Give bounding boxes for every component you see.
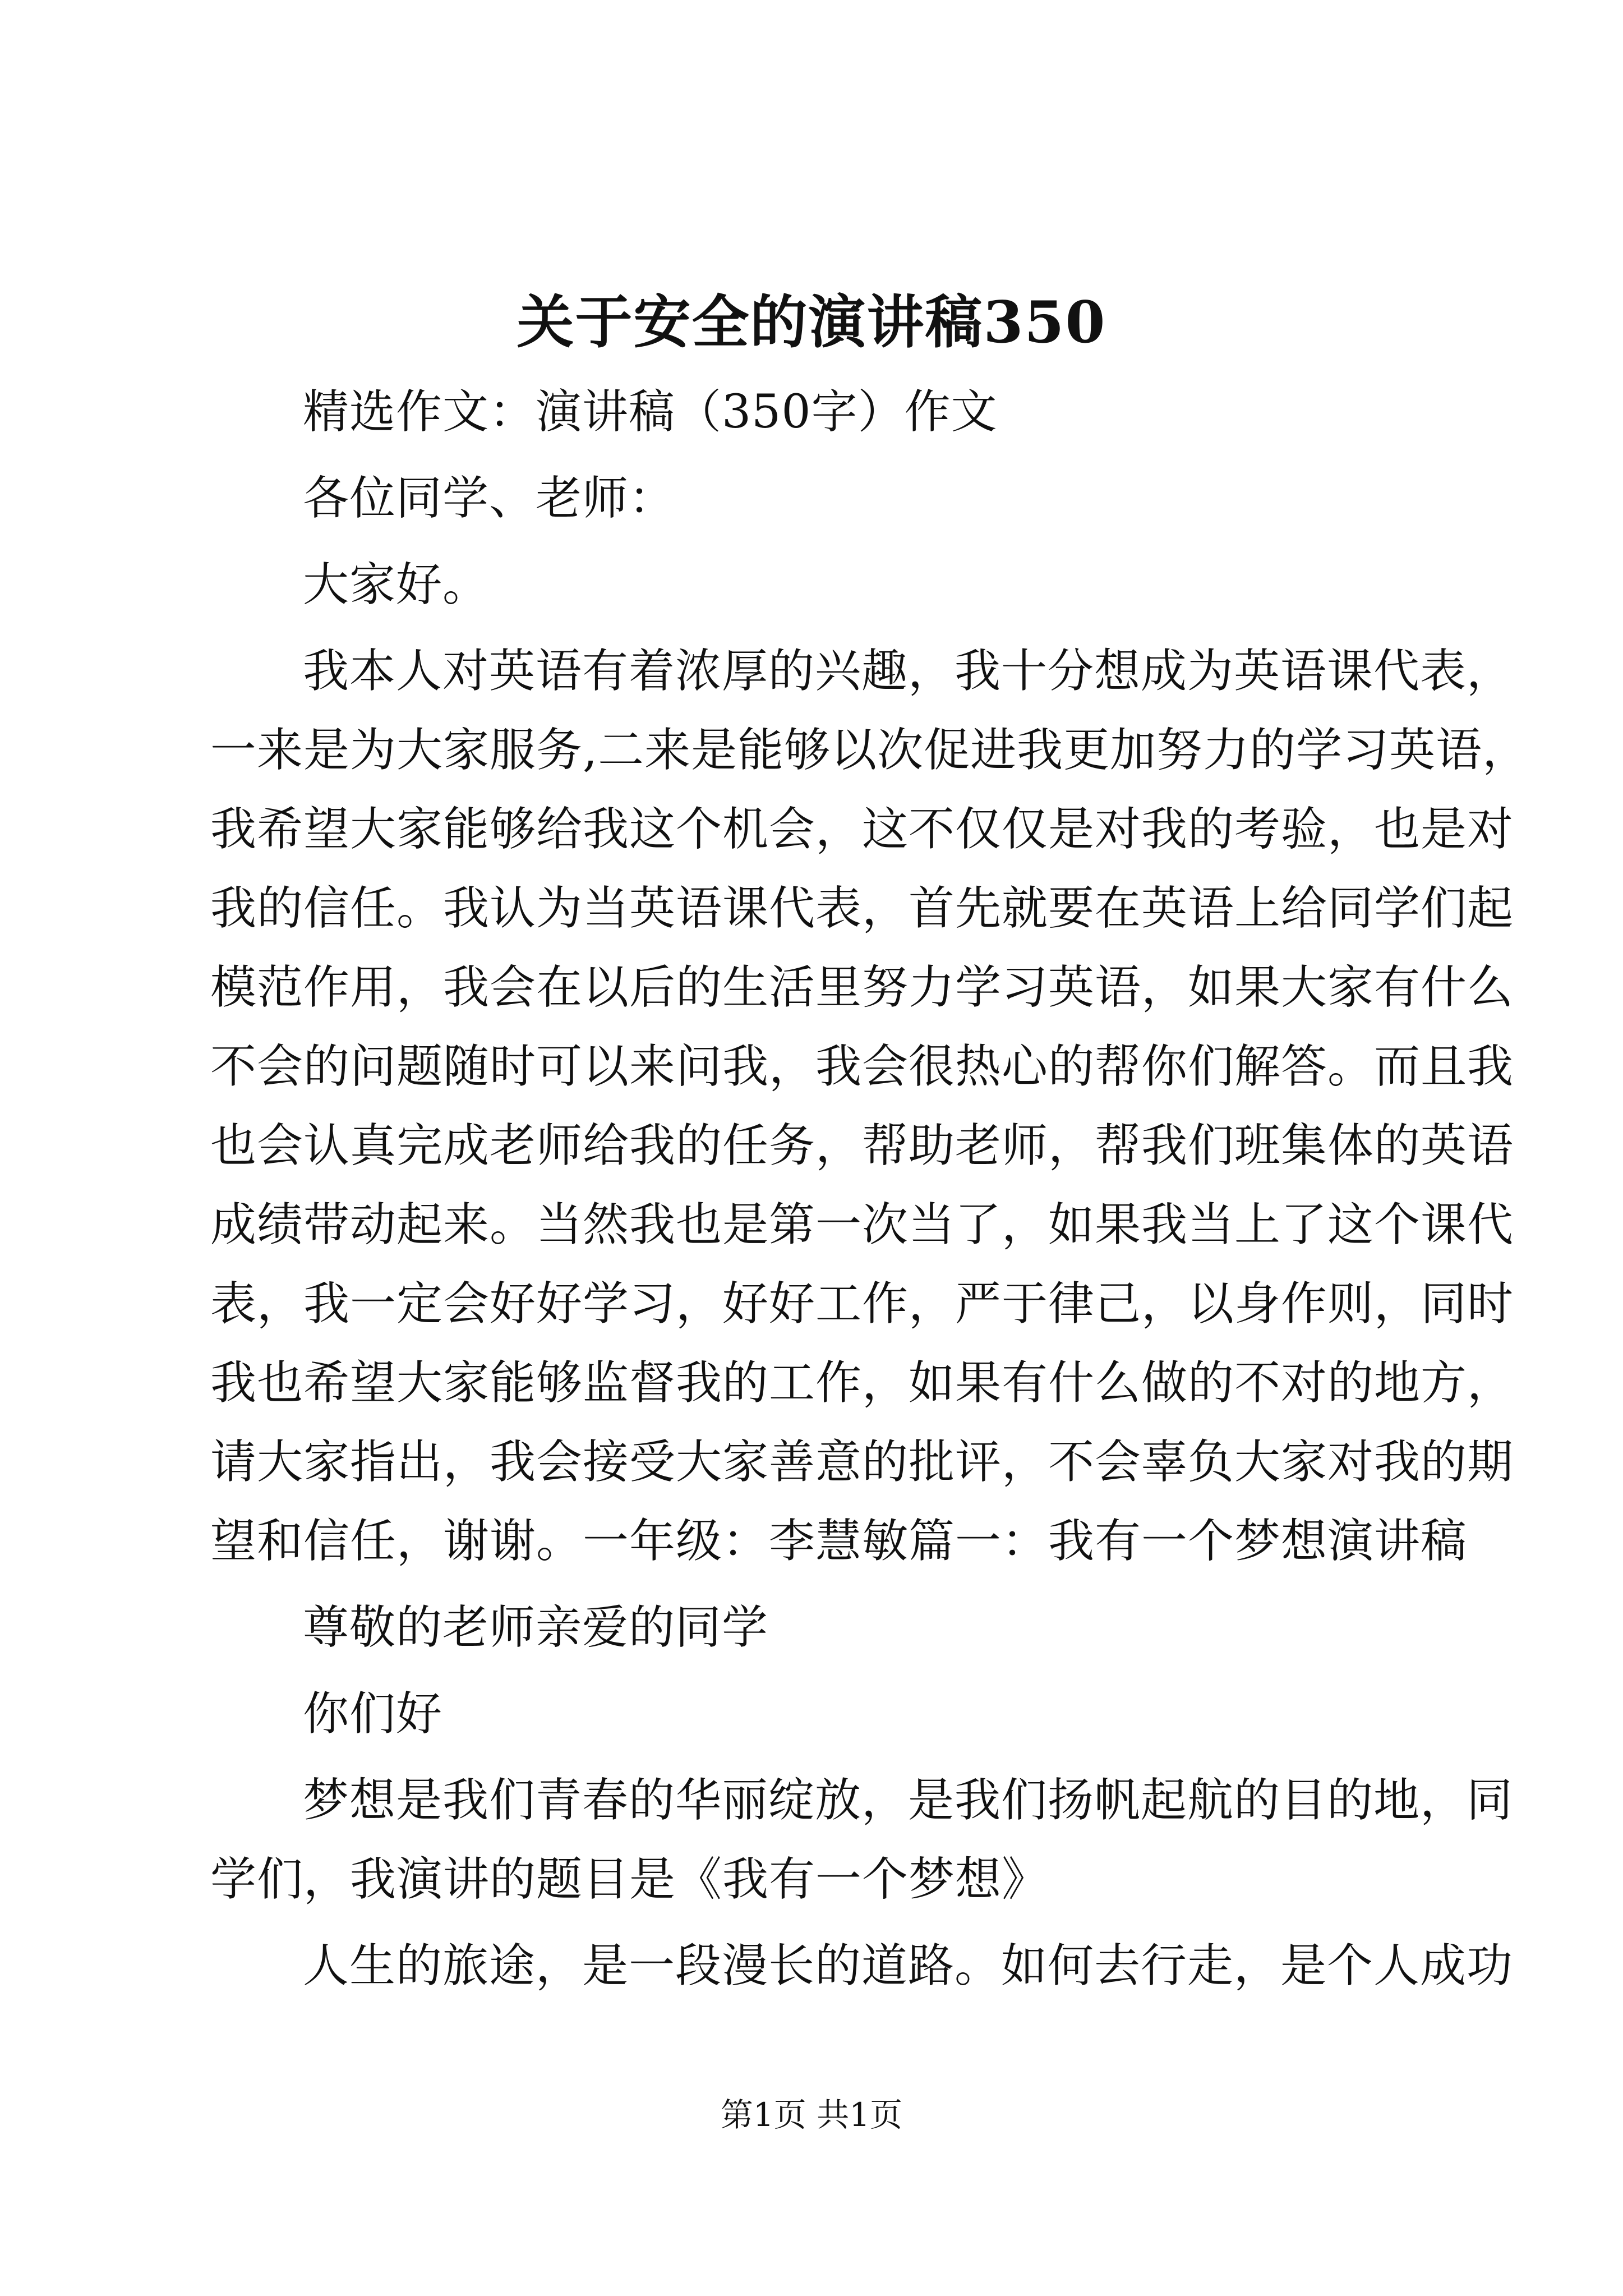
paragraph-line: 表，我一定会好好学习，好好工作，严于律己，以身作则，同时	[210, 1277, 1514, 1331]
paragraph-line: 你们好	[303, 1687, 443, 1741]
paragraph-line: 不会的问题随时可以来问我，我会很热心的帮你们解答。而且我	[210, 1040, 1514, 1093]
paragraph-line: 学们，我演讲的题目是《我有一个梦想》	[210, 1853, 1049, 1906]
paragraph-line: 请大家指出，我会接受大家善意的批评，不会辜负大家对我的期	[210, 1435, 1514, 1489]
paragraph-line: 我也希望大家能够监督我的工作，如果有什么做的不对的地方，	[210, 1356, 1514, 1410]
document-title: 关于安全的演讲稿350	[517, 289, 1106, 356]
paragraph-line: 成绩带动起来。当然我也是第一次当了，如果我当上了这个课代	[210, 1198, 1514, 1251]
paragraph-line: 我的信任。我认为当英语课代表，首先就要在英语上给同学们起	[210, 882, 1514, 935]
paragraph-line: 人生的旅途，是一段漫长的道路。如何去行走，是个人成功	[303, 1939, 1514, 1993]
paragraph-line: 也会认真完成老师给我的任务，帮助老师，帮我们班集体的英语	[210, 1119, 1514, 1172]
paragraph-line: 精选作文：演讲稿（350字）作文	[303, 385, 998, 439]
page-footer: 第1页 共1页	[720, 2096, 903, 2134]
paragraph-line: 我希望大家能够给我这个机会，这不仅仅是对我的考验，也是对	[210, 803, 1514, 856]
paragraph-line: 一来是为大家服务,二来是能够以次促进我更加努力的学习英语，	[210, 724, 1529, 777]
paragraph-line: 尊敬的老师亲爱的同学	[303, 1601, 769, 1654]
paragraph-line: 大家好。	[303, 558, 490, 611]
paragraph-line: 望和信任，谢谢。一年级：李慧敏篇一：我有一个梦想演讲稿	[210, 1515, 1468, 1568]
paragraph-line: 梦想是我们青春的华丽绽放，是我们扬帆起航的目的地，同	[303, 1774, 1514, 1827]
paragraph-line: 我本人对英语有着浓厚的兴趣，我十分想成为英语课代表，	[303, 645, 1514, 698]
paragraph-line: 各位同学、老师：	[303, 472, 676, 525]
paragraph-line: 模范作用，我会在以后的生活里努力学习英语，如果大家有什么	[210, 961, 1514, 1014]
